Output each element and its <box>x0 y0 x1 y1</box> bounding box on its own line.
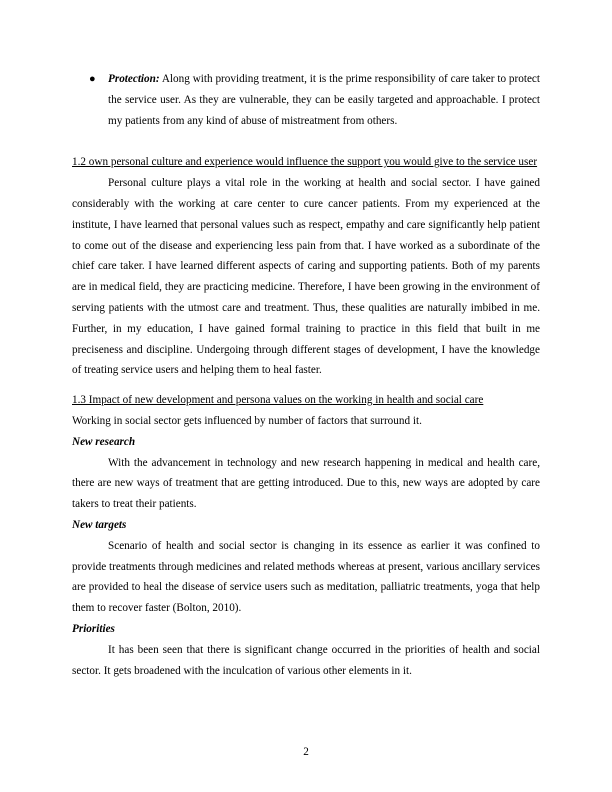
subsection-text-new-targets: Scenario of health and social sector is changing in its essence as earlier it was confined to provide treatments through medicines and related methods whereas at present, various ancillary services are provided to heal the disease of service users such as meditation, palliatric treatments, yoga that help them to recover faster (Bolton, 2010). <box>72 539 540 615</box>
bullet-label: Protection: <box>108 73 160 85</box>
section-intro-1-3: Working in social sector gets influenced by number of factors that surround it. <box>72 414 422 427</box>
bullet-text: Along with providing treatment, it is the prime responsibility of care taker to protect the service user. As they are vulnerable, they can be easily targeted and approachable. I protect my patients from any kind of abuse of mistreatment from others. <box>108 73 540 127</box>
bullet-icon: ● <box>89 73 96 85</box>
subsection-title-new-research: New research <box>72 435 136 448</box>
section-heading-1-2: 1.2 own personal culture and experience would influence the support you would give to the service user <box>72 156 538 169</box>
page-number: 2 <box>303 746 309 758</box>
section-heading-1-3: 1.3 Impact of new development and persona values on the working in health and social care <box>72 394 484 407</box>
subsection-text-priorities: It has been seen that there is significant change occurred in the priorities of health and social sector. It gets broadened with the inculcation of various other elements in it. <box>72 643 540 677</box>
bullet-item-protection <box>72 69 540 131</box>
subsection-title-priorities: Priorities <box>72 622 115 635</box>
subsection-title-new-targets: New targets <box>72 518 127 531</box>
section-paragraph-1-2: Personal culture plays a vital role in the working at health and social sector. I have gained considerably with the working at care center to cure cancer patients. From my experienced at the institute, I have learned that personal values such as respect, empathy and care significantly help patient to come out of the disease and experiencing less pain from that. I have worked as a subordinate of the chief care taker. I have learned different aspects of caring and supporting patients. Both of my parents are in medical field, they are practicing medicine. Therefore, I have been growing in the environment of serving patients with the utmost care and treatment. Thus, these qualities are naturally imbibed in me. Further, in my education, I have gained formal training to practice in this field that built in me preciseness and discipline. Undergoing through different stages of development, I have the knowledge of treating service users and helping them to heal faster. <box>72 177 540 377</box>
subsection-text-new-research: With the advancement in technology and new research happening in medical and health care, there are new ways of treatment that are getting introduced. Due to this, new ways are adopted by care takers to treat their patients. <box>72 456 540 511</box>
page-content <box>72 69 540 681</box>
